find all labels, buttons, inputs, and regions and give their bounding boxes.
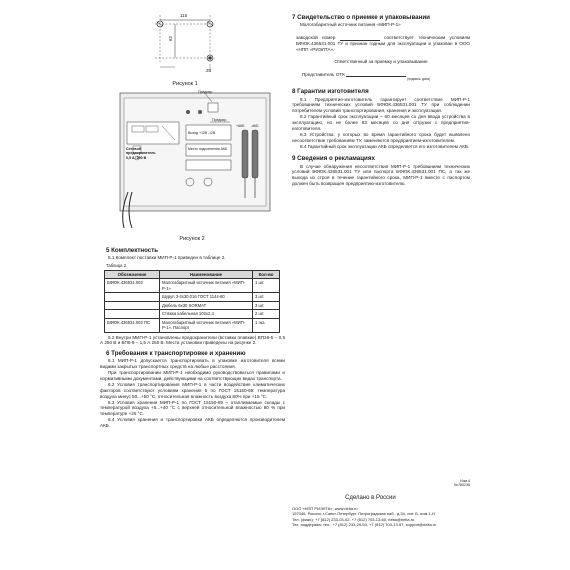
responsible-label: Ответственный за приемку и упаковывание [334,58,428,64]
net-fuse-label: Сетевой предохранитель 0,5 А, 250 В [126,147,156,160]
output-label: Выход +12В -12В [188,131,216,135]
footer-line-4: Тех. поддержка: тел.: +7 (812) 233-29-53, +7 (812) 703-13-57, support@rielta.ru [292,522,437,528]
cell-name: Малогабаритный источник питания «МИП-Р-1» [160,279,253,293]
section-7-subtitle: Малогабаритный источник питания «МИП-Р-1» [300,22,401,28]
section-6-p1: 6.1 МИП-Р-1 допускается транспортировать в упаковке изготовителя всеми видами закрытых транспортных средств на любые расстояния. [100,358,285,370]
section-6-p2: При транспортировании МИП-Р-1 необходимо руководствоваться правилами и нормативными документами, действующими на соответствующих видах транспорта. [100,370,285,382]
section-8-p2: 8.2 Гарантийный срок эксплуатации – 60 месяцев со дня ввода устройства в эксплуатацию, но не более 63 месяцев со дня отгрузки с предприятия-изготовителя. [292,114,470,131]
cell-designation [105,293,160,301]
cell-designation: БФЮК.436531.002 ПС [105,318,160,332]
section-9-p1: В случае обнаружения несоответствия МИП-Р-1 требованиям технических условий БФЮК.436531.001 ТУ или паспорта БФЮК.436531.001 ПС, а так же выхода из строя в течение гарантийного срока, МИП-Р-1 вместе с паспортом должен быть возвращен предприятию-изготовителю. [292,163,470,187]
fuse-label: Предохр. [198,90,214,94]
col-header-name: Наименование [160,271,253,279]
akb-minus-label: -АКБ [251,124,259,128]
edition-mark [440,479,470,487]
section-7-p1 [296,35,470,53]
made-in-russia: Сделано в России [345,495,396,501]
cell-qty: 2 шт. [253,310,280,318]
cell-name: Шуруп 3-4х30.016 ГОСТ 1144-80 [160,293,253,301]
figure-2 [100,90,285,245]
dim-top: 115 [180,13,188,18]
mounting-diagram [100,12,285,82]
section-6-p5: 6.4 Условия хранения и транспортировки АКБ определяются производителем АКБ. [100,417,285,429]
cell-qty: 3 шт. [253,293,280,301]
doc-number: №780236 [454,483,470,487]
sign-hint: (подпись, дата) [407,77,430,82]
akb-plus-label: +АКБ [236,124,245,128]
table-row [105,279,280,293]
figure-1-caption: Рисунок 1 [172,81,198,87]
cell-name: Дюбель 6х30 SORMAT [160,301,253,309]
serial-text: соответствует техническим условиям БФЮК.436531.001 ТУ и признан годным для эксплуатации и упакован в ООО «НПП «РИЭЛТА». [296,35,470,52]
cell-designation: БФЮК.436531.002 [105,279,160,293]
footer-line-2: 197046, Россия, г.Санкт-Петербург, Петроградская наб., д.34, лит. Б, пом.1-Н [292,511,435,517]
figure-2-caption: Рисунок 2 [179,236,205,242]
section-5-title: 5 Комплектность [106,247,159,254]
section-8-title: 8 Гарантии изготовителя [292,88,369,96]
section-6-title: 6 Требования к транспортировке и хранению [106,350,246,358]
table-row [105,293,280,301]
table-row [105,310,280,318]
serial-label: заводской номер [296,35,336,40]
otk-label: Представитель ОТК [302,71,345,77]
section-5-p2: 5.2 Внутри МИП-Р-1 установлены предохранители (вставки плавкие) ВП16-5 – 0,5 А 250 В и ВП6-9 – 1,5 А 250 В. Места установки приведены на рисунке 2. [100,334,285,346]
otk-line [302,72,470,78]
cell-qty: 1 шт. [253,279,280,293]
footer-line-3: Тел. (факс): +7 (812) 233-03-02, +7 (812) 703-13-60, rielta@rielta.ru [292,516,415,522]
section-6-p3: 6.2 Условия транспортирования МИП-Р-1 в части воздействия климатических факторов соответствуют условиям хранения 5 по ГОСТ 15150-69: температура воздуха минус 50...+50 °С, относительная влажность воздуха 80% при +15 °С. [100,381,285,399]
section-8-p3: 8.3 Устройства, у которых во время гарантийного срока будет выявлено несоответствие требованиям ТУ, заменяются предприятием-изготовителем. [292,131,470,143]
footer-contacts [292,506,470,528]
dim-left: 62 [168,35,174,42]
section-7-title: 7 Свидетельство о приемке и упаковывании [292,14,430,21]
section-5-p1: 5.1 Комплект поставки МИП-Р-1 приведен в таблице 2. [108,255,226,261]
edition-label: Изм.4 [460,479,470,483]
fuse-label-2: Предохр. [212,118,228,122]
cell-designation [105,310,160,318]
col-header-qty: Кол-во [253,271,280,279]
cell-name: Стяжка кабельная 102х2,4 [160,310,253,318]
left-column [100,12,285,429]
footer-line-1: ООО «НПП РИЭЛТА», www.rielta.ru [292,506,358,511]
right-column [292,14,470,187]
figure-1 [100,12,285,90]
col-header-designation: Обозначение [105,271,160,279]
dim-bottom: 20 [206,68,212,73]
section-8-p4: 8.4 Гарантийный срок эксплуатации АКБ определяется его изготовителем АКБ. [300,143,470,149]
kit-table [104,270,280,332]
akb-place-label: Место подключения АКБ [188,147,228,151]
cell-designation [105,301,160,309]
cell-qty: 1 экз. [253,318,280,332]
board-diagram [100,90,285,235]
section-9-title: 9 Сведения о рекламациях [292,155,375,163]
section-8-p1: 8.1 Предприятие-изготовитель гарантирует соответствие МИП-Р-1 требованиям технических условий БФЮК.436531.001 ТУ при соблюдении потребителем условий транспортирования, хранения и эксплуатации. [292,96,470,114]
section-6-p4: 6.3 Условия хранения МИП-Р-1 по ГОСТ 15150-69 – отапливаемые склады с температурой воздуха +5...+40 °С с верхней относительной влажностью 80 % при температуре +25 °С. [100,399,285,417]
table-row [105,301,280,309]
otk-sign-line [346,72,406,77]
table-row [105,318,280,332]
cell-name: Малогабаритный источник питания «МИП-Р-1». Паспорт [160,318,253,332]
table-2-title: Таблица 2 [106,263,126,268]
cell-qty: 3 шт. [253,301,280,309]
